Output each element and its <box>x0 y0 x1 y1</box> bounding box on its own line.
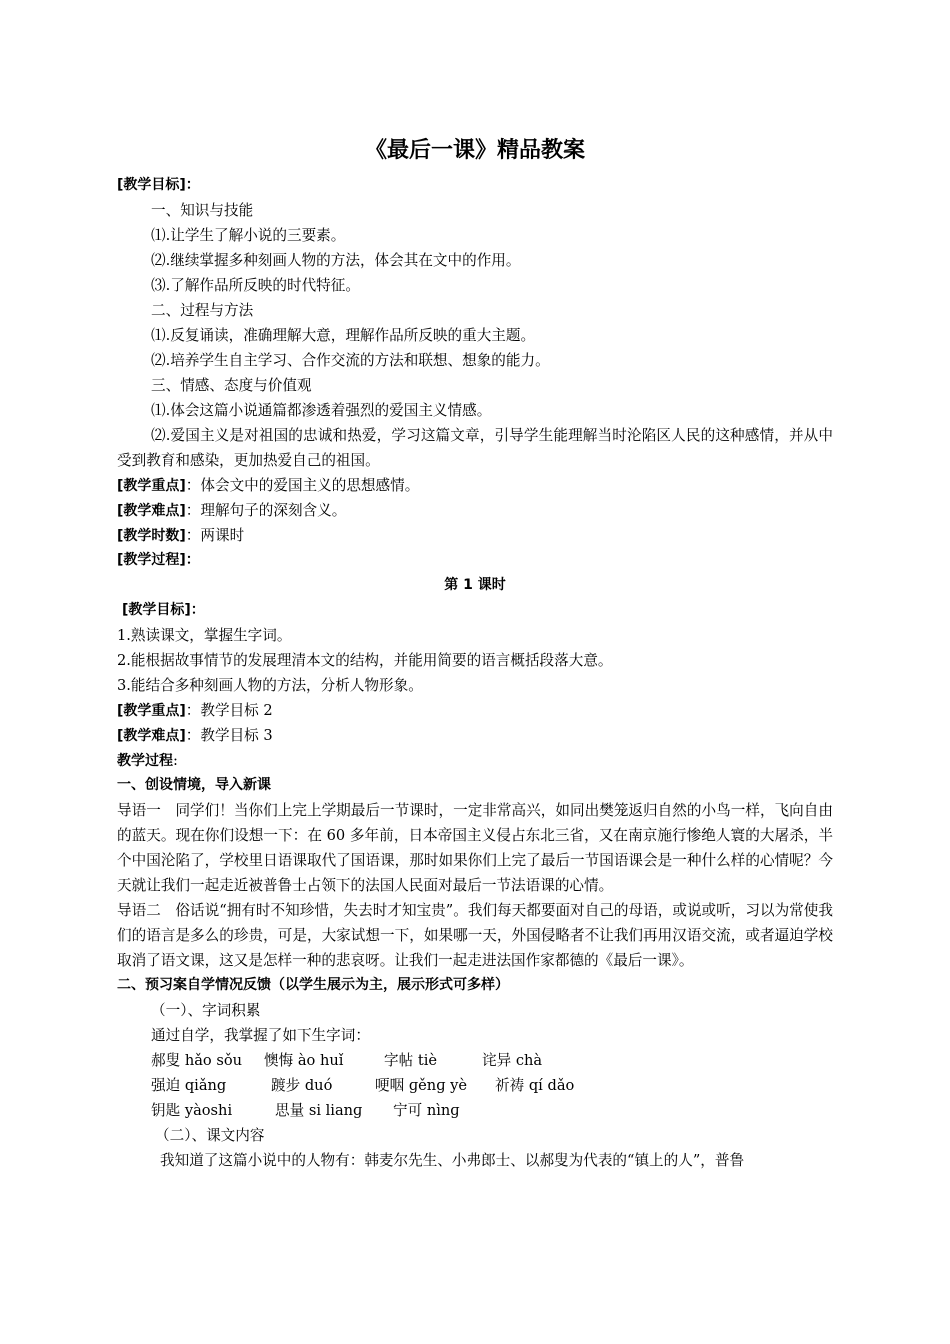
difficulty-text: ：理解句子的深刻含义。 <box>185 502 347 519</box>
vocab-item: 诧异 chà <box>482 1052 543 1069</box>
part2-heading: 二、预习案自学情况反馈（以学生展示为主，展示形式可多样） <box>117 977 509 993</box>
lesson1-difficulty-row <box>117 723 833 748</box>
focus-text: ：体会文中的爱国主义的思想感情。 <box>185 477 420 494</box>
section-knowledge: 一、知识与技能 <box>151 202 254 219</box>
lesson1-focus-row <box>117 698 833 723</box>
vocab-item: 宁可 nìnɡ <box>393 1102 460 1119</box>
vocab-item: 钥匙 yàoshi <box>151 1102 233 1119</box>
vocab-item: 哽咽 ɡěnɡ yè <box>375 1077 468 1094</box>
goals-heading: [教学目标]： <box>117 177 200 193</box>
document-page <box>117 133 833 1173</box>
goal-item: ⑶.了解作品所反映的时代特征。 <box>151 277 360 294</box>
lesson1-difficulty-text: ：教学目标 3 <box>185 727 273 744</box>
lesson1-focus-label: [教学重点] <box>117 703 186 719</box>
intro-paragraph-2: 导语二 俗话说“拥有时不知珍惜，失去时才知宝贵”。我们每天都要面对自己的母语，或说或听，习以为常使我们的语言是多么的珍贵，可是，大家试想一下，如果哪一天，外国侵略者不让我们再用汉语交流，或者逼迫学校取消了语文课，这又是怎样一种的悲哀呀。让我们一起走进法国作家都德的《最后一课》。 <box>117 902 833 969</box>
part1-heading: 一、创设情境，导入新课 <box>117 777 271 793</box>
goal-item: ⑴.让学生了解小说的三要素。 <box>151 227 346 244</box>
subsection-vocab: （一）、字词积累 <box>151 1002 261 1019</box>
lesson1-difficulty-label: [教学难点] <box>117 728 186 744</box>
lesson1-goal: 2.能根据故事情节的发展理清本文的结构，并能用简要的语言概括段落大意。 <box>117 652 613 669</box>
process-heading: [教学过程]： <box>117 552 200 568</box>
intro-paragraph-1: 导语一 同学们！当你们上完上学期最后一节课时，一定非常高兴，如同出樊笼返归自然的小鸟一样，飞向自由的蓝天。现在你们设想一下：在 60 多年前，日本帝国主义侵占东北三省，又在南京施行惨绝人寰的大屠杀，半个中国沦陷了，学校里日语课取代了国语课，那时如果你们上完了最后一节国语课会是一种什么样的心情呢？今天就让我们一起走近被普鲁士占领下的法国人民面对最后一节法语课的心情。 <box>117 802 833 894</box>
hours-row <box>117 523 833 548</box>
lesson1-process-label: 教学过程 <box>117 753 173 769</box>
lesson1-process-colon: : <box>173 752 178 769</box>
section-emotion: 三、情感、态度与价值观 <box>151 377 312 394</box>
hours-text: ：两课时 <box>185 527 245 544</box>
hours-label: [教学时数] <box>117 528 186 544</box>
goal-item: ⑴.反复诵读，准确理解大意，理解作品所反映的重大主题。 <box>151 327 536 344</box>
document-title: 《最后一课》精品教案 <box>364 138 585 163</box>
lesson1-process-row <box>117 748 833 773</box>
vocab-item: 思量 si lianɡ <box>275 1102 363 1119</box>
vocab-item: 郝叟 hǎo sǒu <box>151 1052 243 1069</box>
difficulty-label: [教学难点] <box>117 503 186 519</box>
vocab-item: 懊悔 ào huǐ <box>264 1052 344 1069</box>
focus-row <box>117 473 833 498</box>
content-paragraph: 我知道了这篇小说中的人物有：韩麦尔先生、小弗郎士、以郝叟为代表的“镇上的人”，普鲁 <box>160 1152 745 1169</box>
vocab-intro: 通过自学，我掌握了如下生字词： <box>151 1027 370 1044</box>
vocab-item: 字帖 tiè <box>384 1052 437 1069</box>
vocab-row <box>117 1048 833 1073</box>
vocab-row <box>117 1073 833 1098</box>
vocab-item: 踱步 duó <box>271 1077 333 1094</box>
lesson1-focus-text: ：教学目标 2 <box>185 702 273 719</box>
goal-item: ⑵.继续掌握多种刻画人物的方法，体会其在文中的作用。 <box>151 252 521 269</box>
vocab-item: 祈祷 qí dǎo <box>495 1077 575 1094</box>
lesson1-goals-heading: [教学目标]： <box>122 602 205 618</box>
section-process: 二、过程与方法 <box>151 302 254 319</box>
goal-item: ⑵.爱国主义是对祖国的忠诚和热爱，学习这篇文章，引导学生能理解当时沦陷区人民的这种感情，并从中受到教育和感染，更加热爱自己的祖国。 <box>117 427 833 469</box>
goal-item: ⑴.体会这篇小说通篇都渗透着强烈的爱国主义情感。 <box>151 402 492 419</box>
lesson1-heading: 第 1 课时 <box>444 577 506 593</box>
lesson1-goal: 3.能结合多种刻画人物的方法，分析人物形象。 <box>117 677 423 694</box>
lesson1-goal: 1.熟读课文，掌握生字词。 <box>117 627 292 644</box>
goal-item: ⑵.培养学生自主学习、合作交流的方法和联想、想象的能力。 <box>151 352 550 369</box>
difficulty-row <box>117 498 833 523</box>
focus-label: [教学重点] <box>117 478 186 494</box>
vocab-row <box>117 1098 833 1123</box>
subsection-content: （二）、课文内容 <box>155 1127 265 1144</box>
vocab-item: 强迫 qiǎng <box>151 1077 227 1094</box>
